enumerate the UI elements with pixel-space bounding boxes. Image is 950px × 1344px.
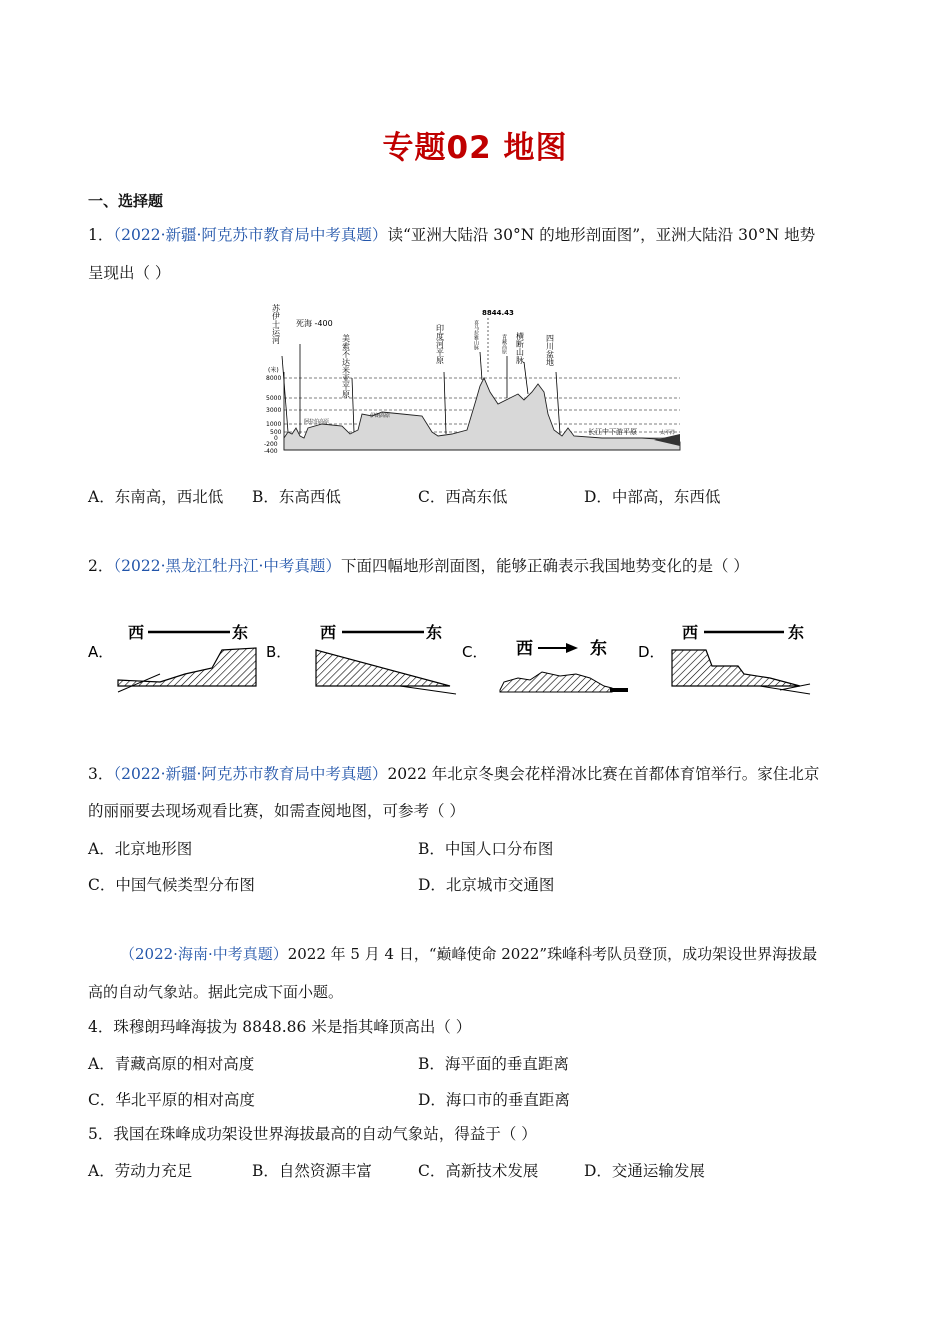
q2-d-west: 西 bbox=[682, 623, 699, 642]
label-yangtze-plain: 长江中下游平原 bbox=[588, 428, 637, 436]
y-tick-5000: 5000 bbox=[266, 395, 282, 402]
stem-45-text: 2022 年 5 月 4 日，“巅峰使命 2022”珠峰科考队员登顶，成功架设世界海拔最 bbox=[287, 945, 818, 963]
label-mesopotamia: 美索不达米亚平原 bbox=[341, 334, 351, 398]
q2-c-east: 东 bbox=[590, 639, 607, 659]
question-1-text: 读“亚洲大陆沿 30°N 的地形剖面图”，亚洲大陆沿 30°N 地势 bbox=[387, 226, 816, 244]
question-3-line-1 bbox=[88, 763, 819, 785]
y-tick-unit: (米) bbox=[268, 367, 279, 374]
question-4-text: 4．珠穆朗玛峰海拔为 8848.86 米是指其峰顶高出（ ） bbox=[88, 1018, 472, 1036]
q2-letter-d: D． bbox=[638, 643, 665, 661]
label-everest-height: 8844.43 bbox=[482, 309, 514, 317]
label-dead-sea: 死海 -400 bbox=[296, 319, 333, 328]
label-pacific: 太平洋 bbox=[660, 430, 676, 436]
label-tibet-plateau: 青藏高原 bbox=[501, 334, 507, 354]
label-sichuan-basin: 四川盆地 bbox=[545, 334, 555, 366]
question-3-text: 2022 年北京冬奥会花样滑冰比赛在首都体育馆举行。家住北京 bbox=[387, 765, 820, 783]
y-tick-minus400: -400 bbox=[264, 448, 278, 455]
q2-b-west: 西 bbox=[320, 623, 337, 642]
q2-c-west: 西 bbox=[516, 639, 533, 659]
y-tick-0: 0 bbox=[274, 435, 278, 442]
q4-option-d: D．海口市的垂直距离 bbox=[418, 1091, 570, 1109]
question-1-line-2: 呈现出（ ） bbox=[88, 264, 171, 282]
q2-a-west: 西 bbox=[128, 623, 145, 642]
q4-option-b: B．海平面的垂直距离 bbox=[418, 1055, 569, 1073]
y-tick-3000: 3000 bbox=[266, 407, 282, 414]
question-3-number: 3． bbox=[88, 765, 114, 783]
q2-letter-b: B． bbox=[266, 643, 292, 661]
label-arabian-plateau: 阿拉伯高原 bbox=[304, 419, 330, 425]
section-heading: 一、选择题 bbox=[88, 192, 164, 210]
q1-option-c: C．西高东低 bbox=[418, 488, 508, 506]
label-iran-plateau: 伊朗高原 bbox=[370, 413, 391, 419]
stem-45-source: （2022·海南·中考真题） bbox=[120, 945, 288, 963]
question-2-line bbox=[88, 555, 749, 577]
q5-option-a: A．劳动力充足 bbox=[88, 1162, 193, 1180]
question-2-text: 下面四幅地形剖面图，能够正确表示我国地势变化的是（ ） bbox=[340, 557, 749, 575]
q4-option-c: C．华北平原的相对高度 bbox=[88, 1091, 255, 1109]
q3-option-d: D．北京城市交通图 bbox=[418, 876, 555, 894]
q4-option-a: A．青藏高原的相对高度 bbox=[88, 1055, 255, 1073]
q3-option-a: A．北京地形图 bbox=[88, 840, 193, 858]
label-hengduan: 横断山脉 bbox=[515, 332, 525, 364]
y-tick-1000: 1000 bbox=[266, 421, 282, 428]
q2-profile-options bbox=[0, 612, 950, 712]
question-2-number: 2． bbox=[88, 557, 114, 575]
y-tick-500: 500 bbox=[270, 429, 282, 436]
label-indus-plain: 印度河平原 bbox=[435, 324, 445, 364]
question-2-source: （2022·黑龙江牡丹江·中考真题） bbox=[113, 557, 341, 575]
y-tick-minus200: -200 bbox=[264, 441, 278, 448]
q2-b-east: 东 bbox=[426, 623, 443, 642]
profile-figure-30n bbox=[262, 300, 682, 455]
q3-option-c: C．中国气候类型分布图 bbox=[88, 876, 255, 894]
q1-option-d: D．中部高，东西低 bbox=[584, 488, 721, 506]
q1-option-b: B．东高西低 bbox=[252, 488, 341, 506]
question-3-source: （2022·新疆·阿克苏市教育局中考真题） bbox=[113, 765, 388, 783]
question-1-number: 1． bbox=[88, 226, 114, 244]
page-title: 专题02 地图 bbox=[382, 130, 568, 166]
stem-45-line-2: 高的自动气象站。据此完成下面小题。 bbox=[88, 983, 344, 1001]
q5-option-d: D．交通运输发展 bbox=[584, 1162, 705, 1180]
q5-option-c: C．高新技术发展 bbox=[418, 1162, 539, 1180]
y-tick-8000: 8000 bbox=[266, 375, 282, 382]
question-1-line-1 bbox=[88, 224, 815, 246]
question-3-line-2: 的丽丽要去现场观看比赛，如需查阅地图，可参考（ ） bbox=[88, 802, 465, 820]
q1-option-a: A．东南高，西北低 bbox=[88, 488, 224, 506]
q2-letter-a: A． bbox=[88, 643, 114, 661]
question-1-source: （2022·新疆·阿克苏市教育局中考真题） bbox=[113, 226, 388, 244]
q2-a-east: 东 bbox=[232, 623, 249, 642]
q3-option-b: B．中国人口分布图 bbox=[418, 840, 554, 858]
label-suez-canal: 苏伊士运河 bbox=[271, 304, 281, 344]
label-himalaya: 喜马拉雅山脉 bbox=[473, 320, 479, 350]
q2-d-east: 东 bbox=[788, 623, 805, 642]
q5-option-b: B．自然资源丰富 bbox=[252, 1162, 372, 1180]
question-5-text: 5．我国在珠峰成功架设世界海拔最高的自动气象站，得益于（ ） bbox=[88, 1125, 537, 1143]
q2-letter-c: C． bbox=[462, 643, 488, 661]
stem-45-line-1 bbox=[120, 943, 817, 965]
